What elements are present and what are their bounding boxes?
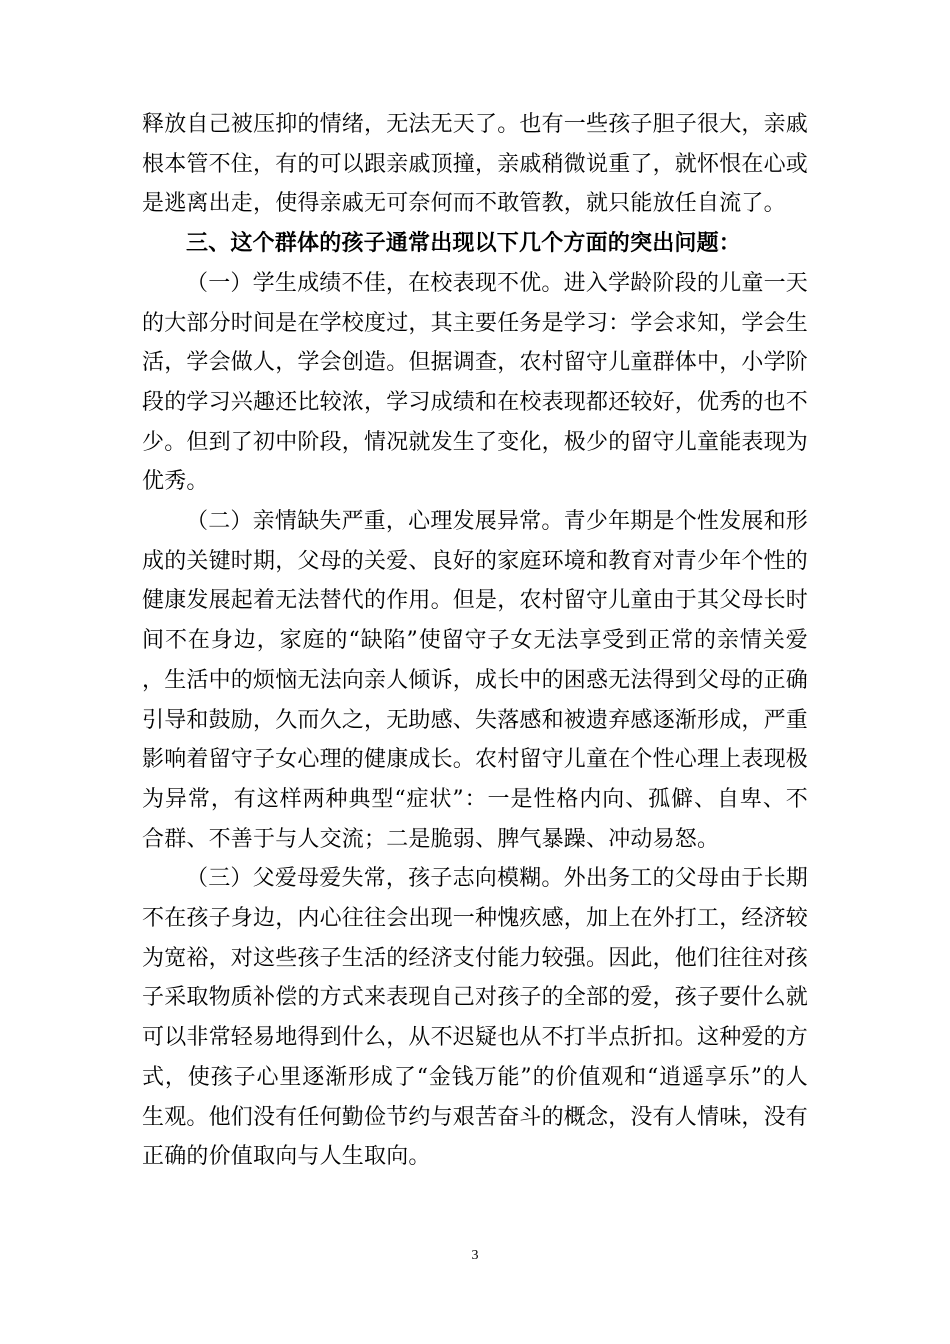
document-body — [142, 105, 808, 1177]
paragraph-point-three: （三）父爱母爱失常，孩子志向模糊。外出务工的父母由于长期不在孩子身边，内心往往会出现一种愧疚感，加上在外打工，经济较为宽裕，对这些孩子生活的经济支付能力较强。因此，他们往往对孩子采取物质补偿的方式来表现自己对孩子的全部的爱，孩子要什么就可以非常轻易地得到什么，从不迟疑也从不打半点折扣。这种爱的方式，使孩子心里逐渐形成了“金钱万能”的价值观和“逍遥享乐”的人生观。他们没有任何勤俭节约与艰苦奋斗的概念，没有人情味，没有正确的价值取向与人生取向。 — [142, 866, 809, 1170]
section-heading: 三、这个群体的孩子通常出现以下几个方面的突出问题： — [186, 230, 742, 257]
paragraph-point-one: （一）学生成绩不佳，在校表现不优。进入学龄阶段的儿童一天的大部分时间是在学校度过，其主要任务是学习：学会求知，学会生活，学会做人，学会创造。但据调查，农村留守儿童群体中，小学阶段的学习兴趣还比较浓，学习成绩和在校表现都还较好，优秀的也不少。但到了初中阶段，情况就发生了变化，极少的留守儿童能表现为优秀。 — [142, 270, 809, 495]
page-number: 3 — [471, 1248, 479, 1263]
paragraph-continuation: 释放自己被压抑的情绪，无法无天了。也有一些孩子胆子很大，亲戚根本管不住，有的可以跟亲戚顶撞，亲戚稍微说重了，就怀恨在心或是逃离出走，使得亲戚无可奈何而不敢管教，就只能放任自流了。 — [142, 112, 809, 217]
paragraph-point-two: （二）亲情缺失严重，心理发展异常。青少年期是个性发展和形成的关键时期，父母的关爱、良好的家庭环境和教育对青少年个性的健康发展起着无法替代的作用。但是，农村留守儿童由于其父母长时间不在身边，家庭的“缺陷”使留守子女无法享受到正常的亲情关爱，生活中的烦恼无法向亲人倾诉，成长中的困惑无法得到父母的正确引导和鼓励，久而久之，无助感、失落感和被遗弃感逐渐形成，严重影响着留守子女心理的健康成长。农村留守儿童在个性心理上表现极为异常，有这样两种典型“症状”：一是性格内向、孤僻、自卑、不合群、不善于与人交流；二是脆弱、脾气暴躁、冲动易怒。 — [142, 509, 809, 852]
